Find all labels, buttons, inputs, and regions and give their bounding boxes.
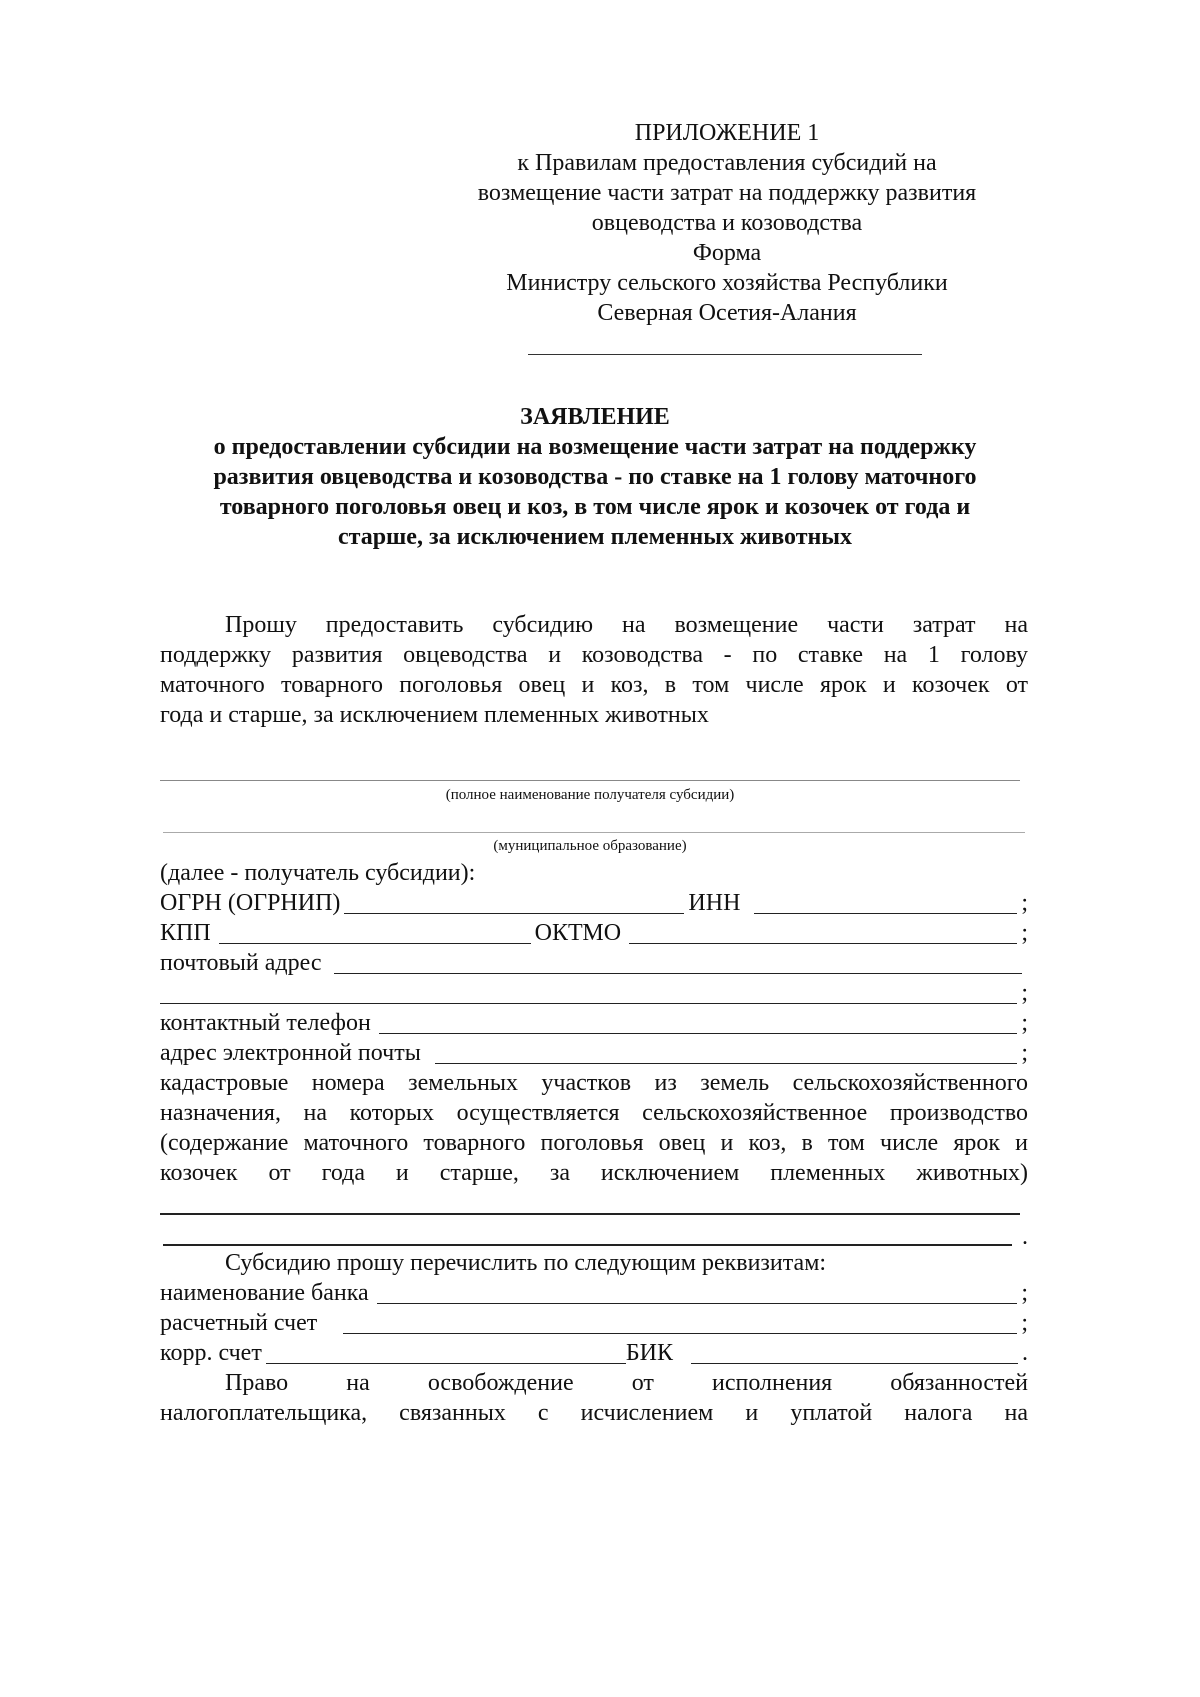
header-line: ПРИЛОЖЕНИЕ 1 — [634, 120, 820, 146]
municipality-caption: (муниципальное образование) — [493, 838, 687, 854]
ogrn-label: ОГРН (ОГРНИП) — [160, 890, 341, 916]
email-label: адрес электронной почты — [160, 1040, 421, 1066]
oktmo-label: ОКТМО — [534, 920, 622, 946]
recipient-name-caption: (полное наименование получателя субсидии) — [445, 787, 735, 803]
appendix-header — [427, 118, 1027, 328]
intro-line: года и старше, за исключением племенных животных — [160, 702, 709, 728]
header-line: Северная Осетия-Алания — [597, 300, 857, 326]
municipality-line[interactable] — [163, 832, 1025, 833]
document-title — [95, 402, 1095, 552]
kpp-label: КПП — [160, 920, 211, 946]
account-field[interactable] — [343, 1311, 1017, 1334]
bik-field[interactable] — [691, 1341, 1018, 1364]
cadastral-field-line[interactable] — [160, 1213, 1020, 1215]
ogrn-field[interactable] — [344, 891, 684, 914]
phone-label: контактный телефон — [160, 1010, 371, 1036]
kpp-oktmo-row — [160, 918, 1028, 948]
semicolon: ; — [1021, 920, 1028, 946]
title-heading: ЗАЯВЛЕНИЕ — [520, 404, 670, 430]
bank-name-row — [160, 1278, 1028, 1308]
email-row — [160, 1038, 1028, 1068]
semicolon: ; — [1021, 1310, 1028, 1336]
postal-address-row — [160, 948, 1026, 978]
header-line: к Правилам предоставления субсидий на — [517, 150, 937, 176]
cadastral-line: (содержание маточного товарного поголовья овец и коз, в том числе ярок и — [160, 1130, 1028, 1156]
semicolon: ; — [1021, 1040, 1028, 1066]
bank-name-label: наименование банка — [160, 1280, 369, 1306]
account-row — [160, 1308, 1028, 1338]
account-label: расчетный счет — [160, 1310, 318, 1336]
header-line: возмещение части затрат на поддержку развития — [477, 180, 977, 206]
semicolon: ; — [1021, 1280, 1028, 1306]
intro-line: поддержку развития овцеводства и козоводства - по ставке на 1 голову — [160, 642, 1028, 668]
header-line: Министру сельского хозяйства Республики — [506, 270, 948, 296]
intro-line: маточного товарного поголовья овец и коз, в том числе ярок и козочек от — [160, 672, 1028, 698]
header-line: овцеводства и козоводства — [591, 210, 863, 236]
kpp-field[interactable] — [219, 921, 531, 944]
postal-address-cont-row — [160, 978, 1028, 1008]
cadastral-field-2[interactable] — [163, 1222, 1012, 1246]
cadastral-line: козочек от года и старше, за исключением племенных животных) — [160, 1160, 1028, 1186]
corr-account-label: корр. счет — [160, 1340, 262, 1366]
title-line: старше, за исключением племенных животных — [337, 524, 853, 550]
inn-field[interactable] — [754, 891, 1017, 914]
tax-line: Право на освобождение от исполнения обязанностей — [225, 1370, 1028, 1396]
postal-address-field[interactable] — [334, 951, 1022, 974]
phone-field[interactable] — [379, 1011, 1018, 1034]
postal-address-field-2[interactable] — [160, 981, 1017, 1004]
tax-line: налогоплательщика, связанных с исчислением и уплатой налога на — [160, 1400, 1028, 1426]
title-line: товарного поголовья овец и коз, в том числе ярок и козочек от года и — [219, 494, 971, 520]
period: . — [1022, 1224, 1028, 1250]
ogrn-inn-row — [160, 888, 1028, 918]
phone-row — [160, 1008, 1028, 1038]
title-line: о предоставлении субсидии на возмещение части затрат на поддержку — [213, 434, 977, 460]
semicolon: ; — [1021, 980, 1028, 1006]
addressee-blank-line[interactable] — [528, 354, 922, 355]
cadastral-line: кадастровые номера земельных участков из земель сельскохозяйственного — [160, 1070, 1028, 1096]
corr-account-field[interactable] — [266, 1341, 626, 1364]
corr-bik-row — [160, 1338, 1028, 1368]
intro-line: Прошу предоставить субсидию на возмещение части затрат на — [225, 612, 1028, 638]
postal-address-label: почтовый адрес — [160, 950, 322, 976]
hereinafter-row — [160, 858, 1028, 888]
semicolon: ; — [1021, 1010, 1028, 1036]
email-field[interactable] — [435, 1041, 1018, 1064]
cadastral-line: назначения, на которых осуществляется сельскохозяйственное производство — [160, 1100, 1028, 1126]
recipient-name-line[interactable] — [160, 780, 1020, 781]
bik-label: БИК — [625, 1340, 673, 1366]
header-line: Форма — [692, 240, 762, 266]
hereinafter-label: (далее - получатель субсидии): — [160, 860, 476, 886]
oktmo-field[interactable] — [629, 921, 1017, 944]
inn-label: ИНН — [688, 890, 741, 916]
semicolon: ; — [1021, 890, 1028, 916]
bank-intro: Субсидию прошу перечислить по следующим реквизитам: — [225, 1250, 827, 1276]
title-line: развития овцеводства и козоводства - по ставке на 1 голову маточного — [213, 464, 977, 490]
bank-name-field[interactable] — [377, 1281, 1018, 1304]
bank-intro-row — [225, 1248, 1025, 1278]
period: . — [1022, 1340, 1028, 1366]
